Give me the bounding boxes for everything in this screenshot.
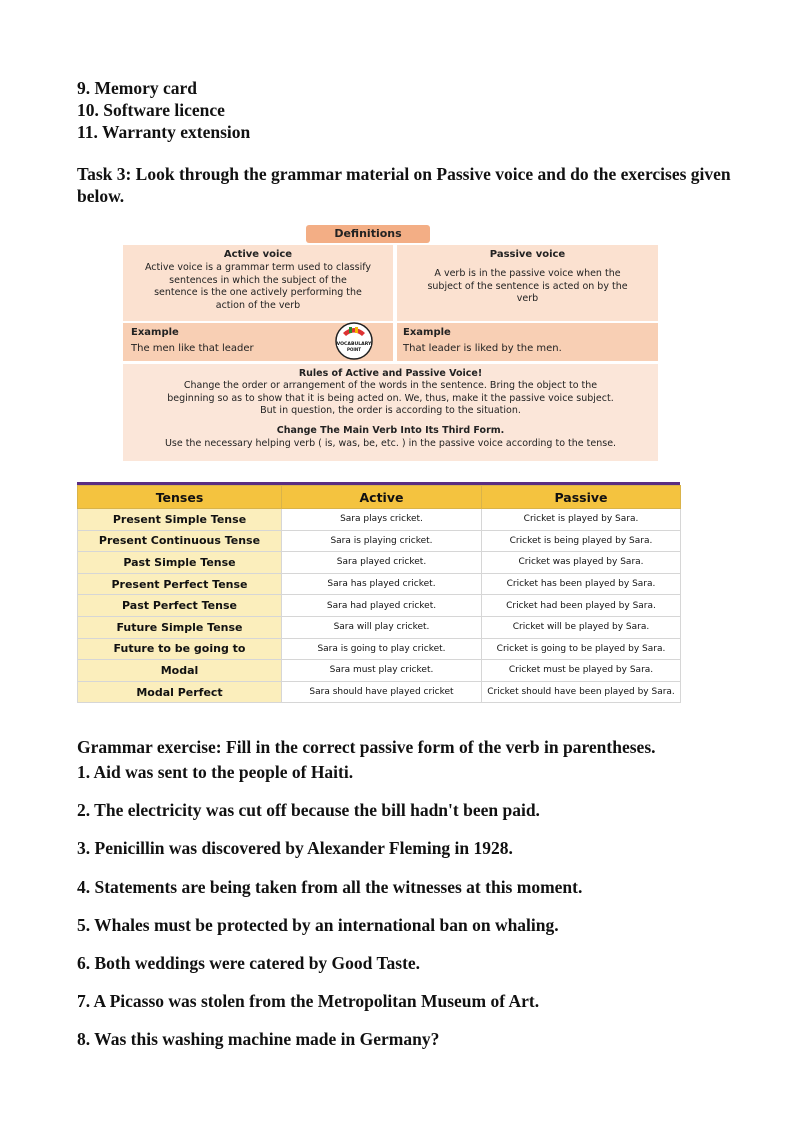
exercise-item: 1. Aid was sent to the people of Haiti.: [77, 762, 354, 782]
list-item: 10. Software licence: [77, 100, 225, 120]
table-row: [78, 681, 681, 703]
passive-cell: Cricket has been played by Sara.: [482, 573, 681, 595]
exercise-item: 7. A Picasso was stolen from the Metropolitan Museum of Art.: [77, 991, 540, 1011]
tense-cell: Present Continuous Tense: [78, 530, 282, 552]
passive-cell: Cricket must be played by Sara.: [482, 660, 681, 682]
rules-title: Rules of Active and Passive Voice!: [298, 368, 483, 379]
definition-line: action of the verb: [215, 299, 301, 311]
list-item: 11. Warranty extension: [77, 122, 251, 142]
passive-cell: Cricket is going to be played by Sara.: [482, 638, 681, 660]
column-header-active: Active: [282, 486, 482, 509]
active-voice-box: [123, 245, 393, 321]
active-cell: Sara has played cricket.: [282, 573, 482, 595]
table-row: [78, 509, 681, 531]
table-row: [78, 660, 681, 682]
example-label: Example: [131, 327, 179, 338]
table-row: [78, 573, 681, 595]
table-row: [78, 638, 681, 660]
passive-cell: Cricket was played by Sara.: [482, 552, 681, 574]
passive-voice-infographic: [123, 225, 658, 461]
tense-table: [77, 482, 680, 703]
active-cell: Sara must play cricket.: [282, 660, 482, 682]
active-voice-definition: [123, 262, 393, 312]
definition-line: subject of the sentence is acted on by the: [427, 280, 628, 292]
rules-line: beginning so as to show that it is being acted on. We, thus, make it the passive voice subject.: [167, 392, 614, 404]
active-cell: Sara plays cricket.: [282, 509, 482, 531]
rules-box: [123, 364, 658, 461]
exercise-item: 6. Both weddings were catered by Good Taste.: [77, 953, 421, 973]
rules-line: Change the order or arrangement of the words in the sentence. Bring the object to the: [183, 380, 598, 391]
list-item: 9. Memory card: [77, 78, 198, 98]
vocabulary-point-logo: [329, 321, 379, 361]
active-voice-title: Active voice: [223, 249, 293, 260]
passive-cell: Cricket had been played by Sara.: [482, 595, 681, 617]
definition-line: sentence is the one actively performing the: [154, 287, 362, 298]
rules-line-2: Use the necessary helping verb ( is, was, be, etc. ) in the passive voice according to the tense.: [164, 437, 617, 449]
passive-example-box: [397, 323, 658, 361]
column-header-passive: Passive: [482, 486, 681, 509]
active-cell: Sara will play cricket.: [282, 616, 482, 638]
passive-voice-title: Passive voice: [489, 249, 566, 260]
exercise-item: 5. Whales must be protected by an international ban on whaling.: [77, 915, 559, 935]
exercise-item: 2. The electricity was cut off because the bill hadn't been paid.: [77, 800, 540, 820]
table-row: [78, 552, 681, 574]
active-cell: Sara had played cricket.: [282, 595, 482, 617]
table-header-row: [78, 486, 681, 509]
example-passive-text: That leader is liked by the men.: [403, 343, 562, 354]
definition-line: sentences in which the subject of the: [169, 274, 347, 286]
passive-cell: Cricket is being played by Sara.: [482, 530, 681, 552]
tense-cell: Modal Perfect: [78, 681, 282, 703]
example-active-text: The men like that leader: [131, 343, 254, 354]
rules-line: But in question, the order is according to the situation.: [260, 405, 521, 416]
example-label: Example: [403, 327, 451, 338]
table-row: [78, 595, 681, 617]
svg-text:POINT: POINT: [347, 347, 361, 352]
tense-cell: Present Simple Tense: [78, 509, 282, 531]
tense-cell: Future Simple Tense: [78, 616, 282, 638]
definitions-tab: Definitions: [306, 225, 430, 243]
task-3-heading: Task 3: Look through the grammar material on Passive voice and do the exercises given below.: [77, 164, 731, 206]
item-list-top: [77, 77, 250, 143]
active-cell: Sara should have played cricket: [282, 681, 482, 703]
tense-cell: Future to be going to: [78, 638, 282, 660]
rules-title-2: Change The Main Verb Into Its Third Form.: [276, 425, 505, 436]
passive-cell: Cricket is played by Sara.: [482, 509, 681, 531]
passive-cell: Cricket will be played by Sara.: [482, 616, 681, 638]
tense-cell: Past Perfect Tense: [78, 595, 282, 617]
passive-cell: Cricket should have been played by Sara.: [482, 681, 681, 703]
table-row: [78, 616, 681, 638]
exercise-item: 4. Statements are being taken from all the witnesses at this moment.: [77, 877, 583, 897]
active-cell: Sara played cricket.: [282, 552, 482, 574]
active-cell: Sara is going to play cricket.: [282, 638, 482, 660]
exercise-heading: Grammar exercise: Fill in the correct passive form of the verb in parentheses.: [77, 737, 656, 757]
svg-text:VOCABULARY: VOCABULARY: [336, 342, 372, 347]
tense-cell: Past Simple Tense: [78, 552, 282, 574]
exercise-item: 3. Penicillin was discovered by Alexander Fleming in 1928.: [77, 838, 513, 858]
definition-line: verb: [516, 293, 539, 304]
passive-voice-definition: [397, 268, 658, 306]
definition-line: A verb is in the passive voice when the: [434, 268, 621, 279]
exercise-item: 8. Was this washing machine made in Germany?: [77, 1029, 440, 1049]
definition-line: Active voice is a grammar term used to classify: [144, 262, 372, 273]
passive-voice-box: [397, 245, 658, 321]
tense-cell: Modal: [78, 660, 282, 682]
active-cell: Sara is playing cricket.: [282, 530, 482, 552]
tense-cell: Present Perfect Tense: [78, 573, 282, 595]
table-row: [78, 530, 681, 552]
column-header-tenses: Tenses: [78, 486, 282, 509]
